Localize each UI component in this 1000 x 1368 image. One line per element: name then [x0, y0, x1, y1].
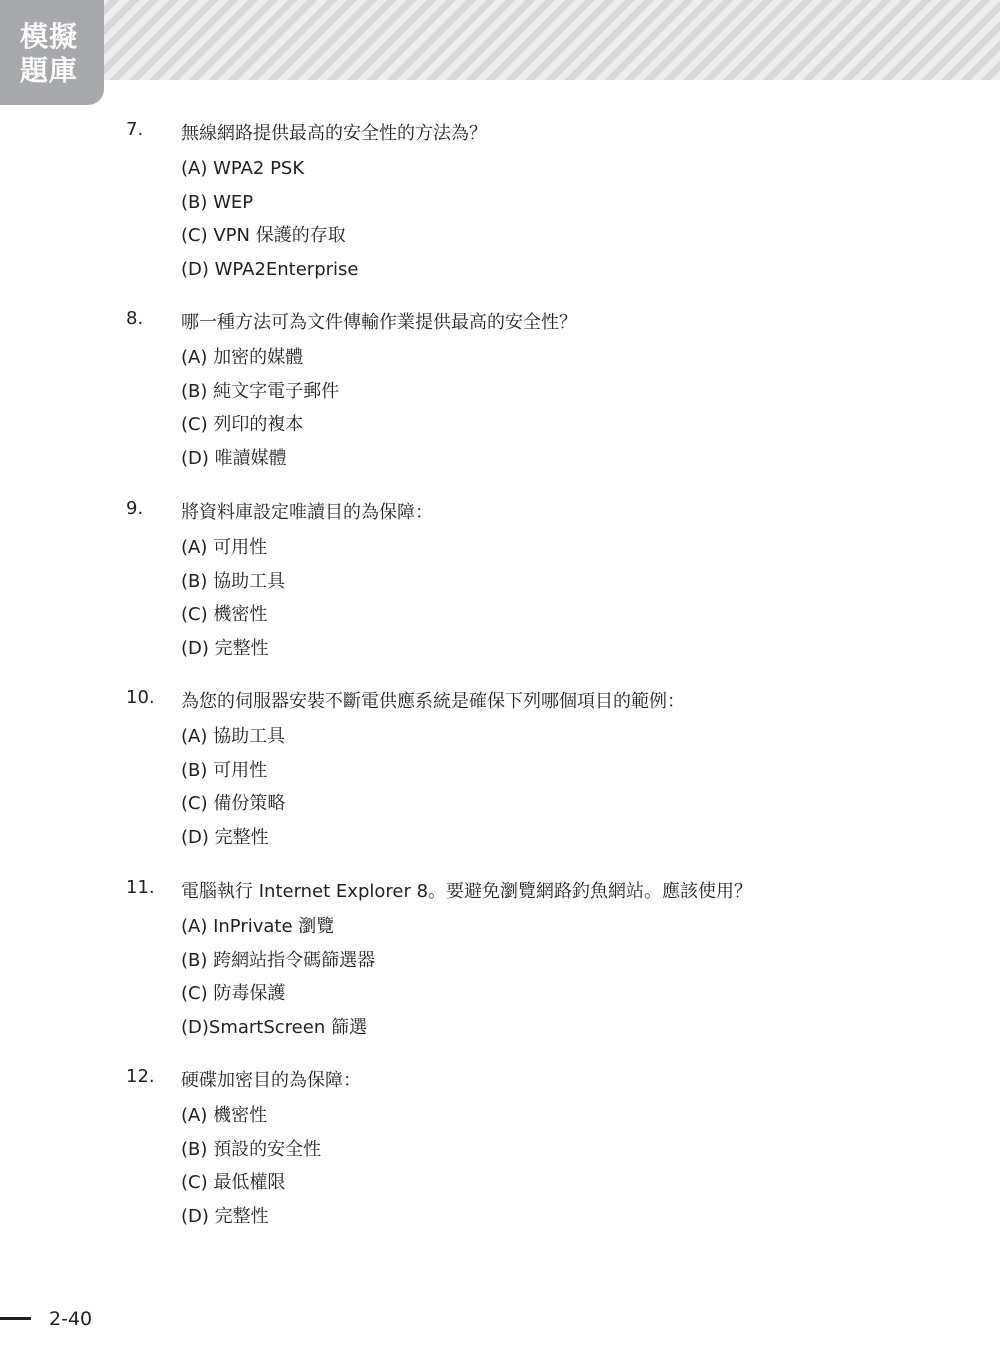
option-c: (C) 防毒保護: [181, 983, 286, 1004]
option-a: (A) 可用性: [181, 537, 268, 558]
option-list: [181, 536, 285, 670]
page-number: 2-40: [49, 1308, 93, 1330]
option-a: (A) 加密的媒體: [181, 347, 304, 368]
question-text: 哪一種方法可為文件傳輸作業提供最高的安全性？: [181, 312, 577, 333]
question-number: 12.: [126, 1066, 155, 1087]
option-c: (C) 機密性: [181, 604, 268, 625]
option-b: (B) 跨網站指令碼篩選器: [181, 949, 376, 971]
option-a: (A) 協助工具: [181, 726, 286, 747]
option-d: (D) 完整性: [181, 1205, 269, 1227]
option-b: (B) WEP: [181, 191, 254, 213]
option-c: (C) VPN 保護的存取: [181, 225, 346, 246]
option-c: (C) 備份策略: [181, 793, 286, 814]
question-number: 8.: [126, 308, 144, 329]
footer-rule: [0, 1317, 31, 1320]
section-tab-label: [20, 20, 90, 88]
option-b: (B) 協助工具: [181, 570, 286, 592]
option-list: [181, 915, 375, 1049]
option-d: (D) 完整性: [181, 637, 269, 659]
question-number: 7.: [126, 119, 144, 140]
option-c: (C) 最低權限: [181, 1172, 286, 1193]
section-tab: [0, 0, 104, 105]
option-a: (A) InPrivate 瀏覽: [181, 916, 335, 937]
option-d: (D) WPA2Enterprise: [181, 258, 359, 280]
section-tab-line2: 題庫: [20, 54, 79, 87]
option-d: (D) 唯讀媒體: [181, 447, 287, 469]
option-a: (A) 機密性: [181, 1105, 268, 1126]
option-b: (B) 純文字電子郵件: [181, 380, 340, 402]
section-tab-line1: 模擬: [20, 20, 79, 53]
option-d: (D) 完整性: [181, 826, 269, 848]
option-a: (A) WPA2 PSK: [181, 158, 305, 179]
option-list: [181, 346, 339, 480]
option-b: (B) 預設的安全性: [181, 1138, 322, 1160]
question-text: 硬碟加密目的為保障：: [181, 1070, 361, 1091]
question-text: 無線網路提供最高的安全性的方法為？: [181, 123, 487, 144]
header-stripe-band: [0, 0, 1000, 80]
question-text: 為您的伺服器安裝不斷電供應系統是確保下列哪個項目的範例：: [181, 691, 685, 712]
option-list: [181, 157, 359, 291]
question-number: 11.: [126, 877, 155, 898]
option-list: [181, 1104, 321, 1238]
question-text: 將資料庫設定唯讀目的為保障：: [181, 502, 433, 523]
option-b: (B) 可用性: [181, 759, 268, 781]
question-number: 10.: [126, 687, 155, 708]
question-number: 9.: [126, 498, 144, 519]
question-text: 電腦執行 Internet Explorer 8。要避免瀏覽網路釣魚網站。應該使用？: [181, 881, 753, 902]
option-c: (C) 列印的複本: [181, 414, 304, 435]
option-d: (D)SmartScreen 篩選: [181, 1016, 367, 1038]
option-list: [181, 725, 285, 859]
